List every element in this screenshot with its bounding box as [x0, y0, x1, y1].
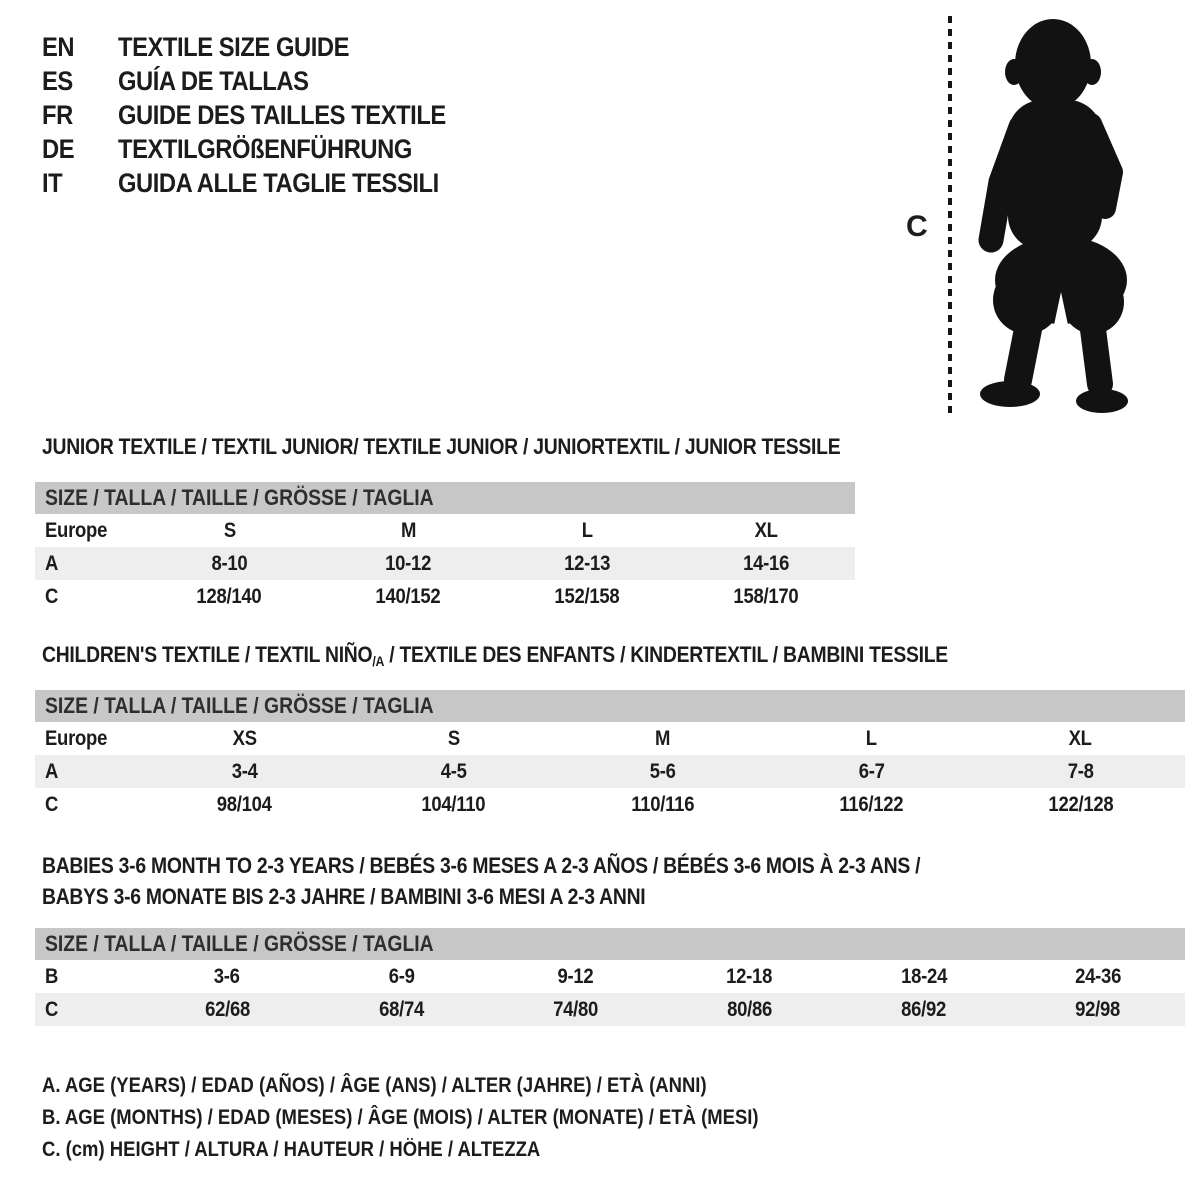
table-cell: 10-12	[385, 551, 432, 575]
children-section-title-text	[42, 642, 948, 669]
lang-row-fr	[42, 98, 491, 132]
lang-code-en: EN	[42, 31, 75, 62]
lang-code-es: ES	[42, 65, 73, 96]
children-size-s: S	[447, 726, 460, 750]
table-cell: 68/74	[378, 997, 424, 1021]
children-size-xl: XL	[1068, 726, 1093, 750]
table-cell: 140/152	[375, 584, 441, 608]
table-cell: 110/116	[631, 792, 694, 816]
table-cell: 86/92	[901, 997, 947, 1021]
children-row-age	[35, 755, 1185, 788]
lang-code-fr: FR	[42, 99, 73, 130]
junior-size-header-bar	[35, 482, 855, 514]
lang-row-en	[42, 30, 491, 64]
legend-line-a-text: A. AGE (YEARS) / EDAD (AÑOS) / ÂGE (ANS) / ALTER (JAHRE) / ETÀ (ANNI)	[42, 1074, 707, 1097]
junior-height-row-label: C	[45, 584, 59, 608]
babies-row-height	[35, 993, 1185, 1026]
table-cell: 80/86	[727, 997, 773, 1021]
table-cell: 6-7	[858, 759, 885, 783]
table-cell: 9-12	[557, 964, 594, 988]
table-cell: 4-5	[440, 759, 467, 783]
junior-age-row-label: A	[45, 551, 59, 575]
lang-code-it: IT	[42, 167, 63, 198]
table-cell: 152/158	[554, 584, 620, 608]
children-section-title	[42, 642, 1071, 669]
lang-row-es	[42, 64, 491, 98]
junior-size-l: L	[581, 518, 593, 542]
children-title-suffix: / TEXTILE DES ENFANTS / KINDERTEXTIL / BAMBINI TESSILE	[384, 642, 948, 667]
legend-line-b	[42, 1102, 856, 1134]
table-cell: 98/104	[217, 792, 272, 816]
lang-title-de: TEXTILGRÖßENFÜHRUNG	[118, 133, 412, 164]
table-cell: 5-6	[649, 759, 676, 783]
measure-legend	[42, 1070, 856, 1166]
table-cell: 122/128	[1048, 792, 1113, 816]
lang-title-en: TEXTILE SIZE GUIDE	[118, 31, 350, 62]
children-size-header-bar	[35, 690, 1185, 722]
table-cell: 128/140	[196, 584, 262, 608]
legend-line-c	[42, 1134, 856, 1166]
junior-section-title	[42, 434, 949, 460]
children-size-m: M	[654, 726, 671, 750]
children-row-europe	[35, 722, 1185, 755]
table-cell: 7-8	[1067, 759, 1094, 783]
babies-size-header-text: SIZE / TALLA / TAILLE / GRÖSSE / TAGLIA	[45, 931, 434, 956]
junior-size-m: M	[400, 518, 416, 542]
lang-row-de	[42, 132, 491, 166]
babies-months-row-label: B	[45, 964, 59, 988]
junior-section-title-text: JUNIOR TEXTILE / TEXTIL JUNIOR/ TEXTILE JUNIOR / JUNIORTEXTIL / JUNIOR TESSILE	[42, 434, 841, 459]
children-age-row-label: A	[45, 759, 59, 783]
children-size-header-text: SIZE / TALLA / TAILLE / GRÖSSE / TAGLIA	[45, 693, 434, 718]
table-cell: 12-18	[726, 964, 773, 988]
table-cell: 62/68	[204, 997, 250, 1021]
children-size-table	[35, 690, 1185, 821]
junior-size-xl: XL	[754, 518, 778, 542]
legend-line-b-text: B. AGE (MONTHS) / EDAD (MESES) / ÂGE (MOIS) / ALTER (MONATE) / ETÀ (MESI)	[42, 1106, 759, 1129]
table-cell: 14-16	[742, 551, 789, 575]
babies-row-months	[35, 960, 1185, 993]
babies-height-row-label: C	[45, 997, 59, 1021]
babies-section-title	[42, 850, 1040, 912]
language-title-list	[42, 30, 491, 200]
table-cell: 3-4	[231, 759, 258, 783]
table-cell: 18-24	[900, 964, 947, 988]
table-cell: 12-13	[563, 551, 610, 575]
children-europe-label: Europe	[45, 726, 108, 750]
lang-row-it	[42, 166, 491, 200]
children-title-prefix: CHILDREN'S TEXTILE / TEXTIL NIÑO	[42, 642, 373, 667]
junior-size-table	[35, 482, 855, 613]
children-size-l: L	[865, 726, 878, 750]
table-cell: 104/110	[421, 792, 486, 816]
table-cell: 116/122	[839, 792, 904, 816]
lang-title-it: GUIDA ALLE TAGLIE TESSILI	[118, 167, 439, 198]
lang-code-de: DE	[42, 133, 75, 164]
children-height-row-label: C	[45, 792, 59, 816]
lang-title-es: GUÍA DE TALLAS	[118, 65, 309, 96]
legend-line-a	[42, 1070, 856, 1102]
babies-size-table	[35, 928, 1185, 1026]
babies-title-line1: BABIES 3-6 MONTH TO 2-3 YEARS / BEBÉS 3-6 MESES A 2-3 AÑOS / BÉBÉS 3-6 MOIS À 2-3 ANS /	[42, 853, 921, 878]
junior-europe-label: Europe	[45, 518, 108, 542]
junior-size-header-text: SIZE / TALLA / TAILLE / GRÖSSE / TAGLIA	[45, 485, 434, 510]
babies-title-line2: BABYS 3-6 MONATE BIS 2-3 JAHRE / BAMBINI 3-6 MESI A 2-3 ANNI	[42, 884, 646, 909]
toddler-silhouette-icon	[963, 12, 1135, 417]
table-cell: 6-9	[388, 964, 415, 988]
children-title-subscript: /A	[372, 653, 385, 669]
table-cell: 74/80	[552, 997, 598, 1021]
junior-row-age	[35, 547, 855, 580]
height-dashed-line	[948, 16, 952, 418]
table-cell: 8-10	[211, 551, 248, 575]
babies-size-header-bar	[35, 928, 1185, 960]
junior-row-europe	[35, 514, 855, 547]
table-cell: 158/170	[733, 584, 799, 608]
junior-size-s: S	[223, 518, 236, 542]
junior-row-height	[35, 580, 855, 613]
table-cell: 3-6	[214, 964, 241, 988]
table-cell: 24-36	[1074, 964, 1121, 988]
height-measure-label: C	[906, 210, 928, 243]
legend-line-c-text: C. (cm) HEIGHT / ALTURA / HAUTEUR / HÖHE / ALTEZZA	[42, 1138, 541, 1161]
children-row-height	[35, 788, 1185, 821]
lang-title-fr: GUIDE DES TAILLES TEXTILE	[118, 99, 446, 130]
table-cell: 92/98	[1075, 997, 1121, 1021]
children-size-xs: XS	[232, 726, 257, 750]
